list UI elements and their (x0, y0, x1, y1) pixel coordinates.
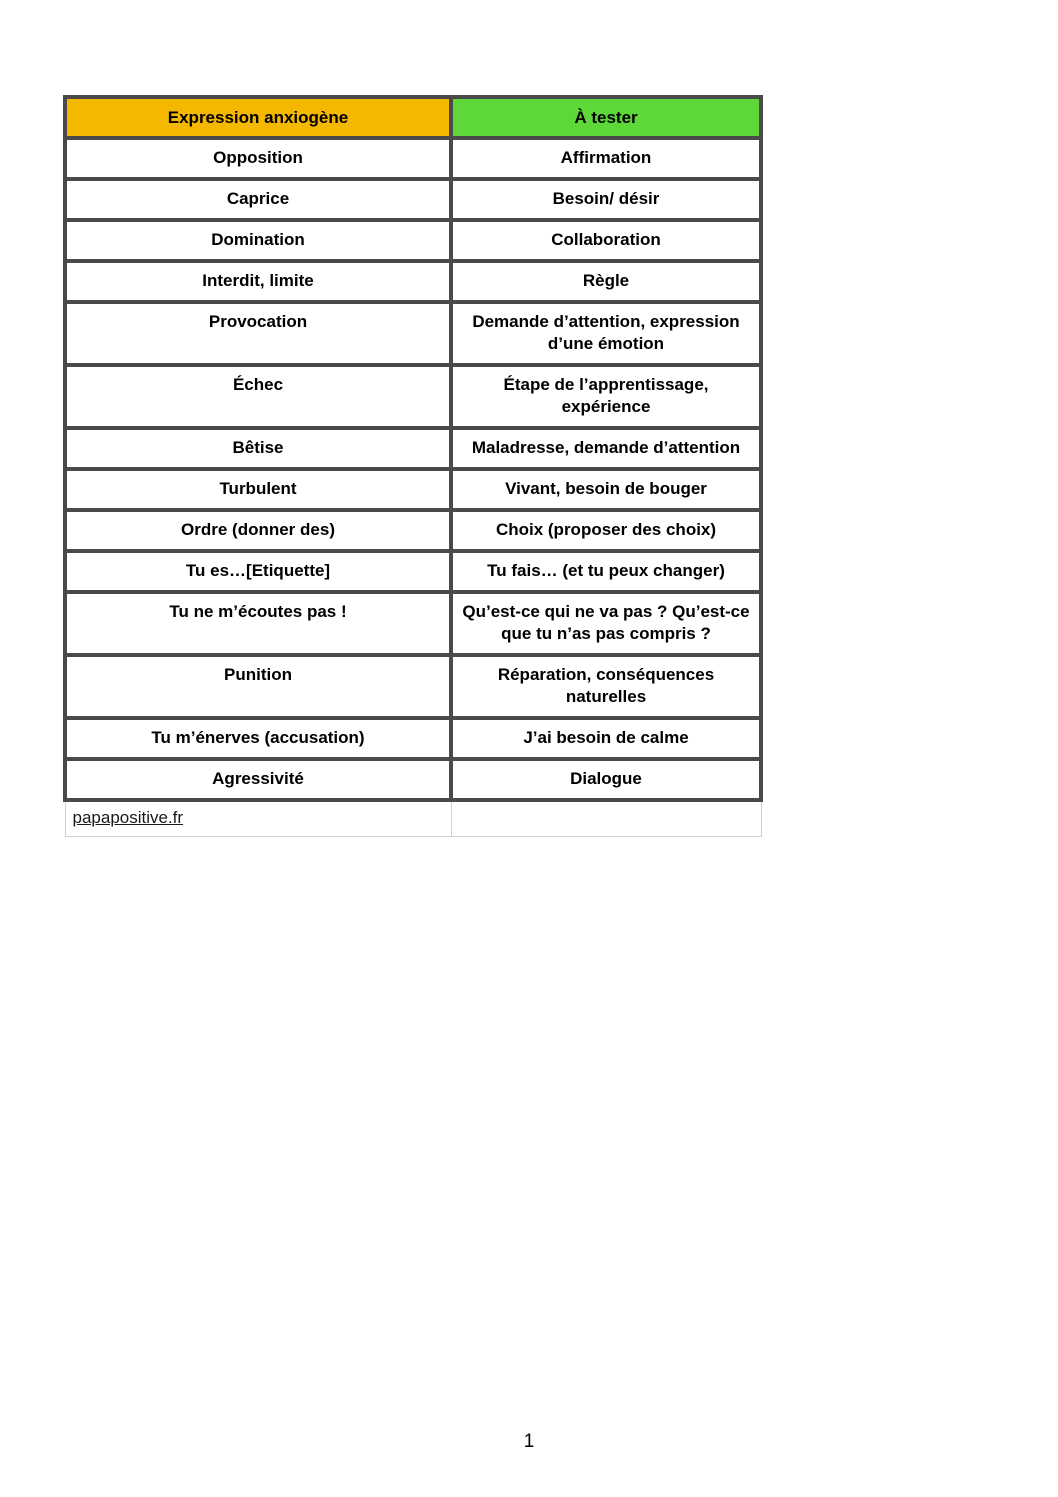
table-row (65, 302, 761, 365)
cell-expression: Opposition (65, 138, 451, 179)
cell-alternative: Réparation, conséquences naturelles (451, 655, 761, 718)
table-row (65, 551, 761, 592)
cell-alternative: Demande d’attention, expression d’une émotion (451, 302, 761, 365)
table-footer-row (65, 800, 761, 836)
cell-expression: Caprice (65, 179, 451, 220)
cell-alternative: Dialogue (451, 759, 761, 800)
cell-alternative: J’ai besoin de calme (451, 718, 761, 759)
footer-empty-cell (451, 800, 761, 836)
expressions-table (63, 95, 763, 837)
cell-alternative: Qu’est-ce qui ne va pas ? Qu’est-ce que tu n’as pas compris ? (451, 592, 761, 655)
table-row (65, 510, 761, 551)
table-row (65, 365, 761, 428)
cell-alternative: Étape de l’apprentissage, expérience (451, 365, 761, 428)
cell-alternative: Affirmation (451, 138, 761, 179)
cell-expression: Punition (65, 655, 451, 718)
table-row (65, 428, 761, 469)
footer-link-cell (65, 800, 451, 836)
cell-alternative: Maladresse, demande d’attention (451, 428, 761, 469)
cell-alternative: Vivant, besoin de bouger (451, 469, 761, 510)
page-number: 1 (523, 1431, 535, 1452)
table-row (65, 220, 761, 261)
papapositive-link[interactable]: papapositive.fr (72, 808, 184, 827)
cell-alternative: Choix (proposer des choix) (451, 510, 761, 551)
table-row (65, 261, 761, 302)
header-a-tester: À tester (451, 97, 761, 138)
table-row (65, 759, 761, 800)
cell-alternative: Besoin/ désir (451, 179, 761, 220)
header-expression-anxiogene: Expression anxiogène (65, 97, 451, 138)
table-row (65, 138, 761, 179)
cell-expression: Tu es…[Etiquette] (65, 551, 451, 592)
cell-expression: Domination (65, 220, 451, 261)
cell-alternative: Règle (451, 261, 761, 302)
table-row (65, 179, 761, 220)
cell-expression: Agressivité (65, 759, 451, 800)
cell-expression: Turbulent (65, 469, 451, 510)
cell-expression: Tu m’énerves (accusation) (65, 718, 451, 759)
cell-expression: Provocation (65, 302, 451, 365)
table-row (65, 655, 761, 718)
cell-expression: Échec (65, 365, 451, 428)
cell-expression: Interdit, limite (65, 261, 451, 302)
cell-alternative: Collaboration (451, 220, 761, 261)
table-row (65, 592, 761, 655)
table-row (65, 718, 761, 759)
table-row (65, 469, 761, 510)
cell-expression: Tu ne m’écoutes pas ! (65, 592, 451, 655)
table-header-row (65, 97, 761, 138)
cell-alternative: Tu fais… (et tu peux changer) (451, 551, 761, 592)
cell-expression: Ordre (donner des) (65, 510, 451, 551)
cell-expression: Bêtise (65, 428, 451, 469)
